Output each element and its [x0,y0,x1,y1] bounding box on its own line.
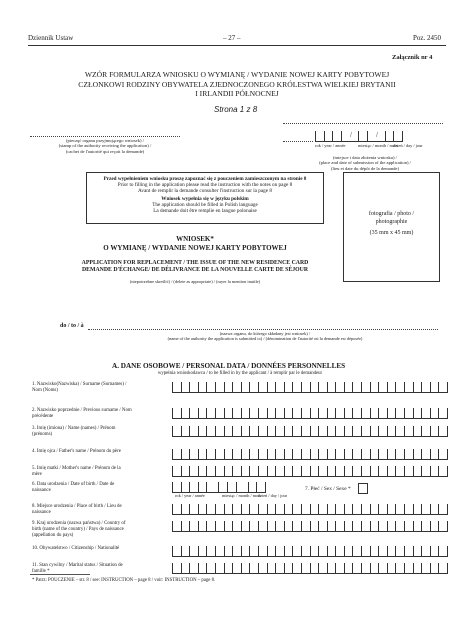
photo-size: (35 mm x 45 mm) [369,230,414,236]
field-text: Nazwisko poprzednie / Previous surname / Nom [36,408,132,413]
addressee-line[interactable] [88,329,438,330]
character-boxes[interactable] [172,408,448,419]
application-title: WNIOSEK* [176,235,214,243]
field-number: 5. [32,466,36,471]
character-boxes[interactable] [172,546,448,557]
instruction-en: Prior to filling in the application please read the instruction with the notes on page 8 [117,182,293,189]
header-position: Poz. 2450 [413,34,441,42]
form-title [30,70,444,99]
field-number: 2. [32,408,36,413]
field-label [32,408,162,420]
date-separator-2: / [376,131,378,139]
application-title-en: APPLICATION FOR REPLACEMENT / THE ISSUE OF THE NEW RESIDENCE CARD [81,260,309,266]
addressee-caption: (nazwa organu, do którego składany jest wniosek) / (name of the authority the application is submitted to) / (dénomination de l'autorité où la demande est déposée) [167,331,363,341]
field-label [32,563,162,575]
field-text-cont: naissance [32,509,51,515]
sex-label: 7. Płeć / Sex / Sexe * [305,486,351,492]
stamp-line [30,136,180,137]
instruction-pl: Przed wypełnieniem wniosku proszę zapoznać się z pouczeniem zamieszczonym na stronie 8 [103,176,307,182]
annex-label: Załącznik nr 4 [392,54,433,61]
date-caption: (miejsce i data złożenia wniosku) / (place and date of submission of the application) / (lieu et date du dépôt de la demande) [319,155,411,171]
field-text-cont: (appellation du pays) [32,532,74,538]
field-label [32,466,162,478]
sex-box[interactable] [358,483,368,494]
instruction-box [86,172,324,224]
application-subtitle: O WYMIANĘ / WYDANIE NOWEJ KARTY POBYTOWEJ [103,243,287,252]
character-boxes[interactable] [172,521,448,532]
submission-date-boxes[interactable] [315,131,403,142]
field-text-cont: famille * [32,568,50,574]
submission-month-label: miesiąc / month / mois [358,143,399,148]
submission-day-label: dzień / day / jour [393,143,423,148]
field-text-cont: naissance [32,487,51,493]
field-number: 11. [32,563,38,568]
field-label [32,382,162,394]
footnote-rule [30,574,90,575]
field-text-cont: (prénoms) [32,431,53,437]
field-text-cont: mère [32,471,42,477]
title-line-2: CZŁONKOWI RODZINY OBYWATELA ZJEDNOCZONEGO KRÓLESTWA WIELKIEJ BRYTANII [78,79,396,89]
field-text: Imię (imiona) / Name (names) / Prénom [36,426,116,431]
instruction-fr: Avant de remplir la demande consulter l'instruction sur la page 8 [138,188,272,195]
stamp-caption: (pieczęć organu przyjmującego wniosek) / (stamp of the authority receiving the application) / (cachet de l'autorité qui reçoit la demande) [58,138,152,154]
field-label [32,521,162,538]
field-number: 9. [32,521,36,526]
photo-label-fr: photographie [375,218,408,225]
header-rule [28,45,446,46]
footnote: * Patrz: POUCZENIE – str. 8 / see: INSTRUCTION – page 8 / voir: INSTRUCTION – page 8. [32,578,216,583]
field-text: Miejsce urodzenia / Place of birth / Lieu de [36,504,122,509]
field-text: Kraj urodzenia (nazwa państwa) / Country of [36,521,126,526]
field-number: 3. [32,426,36,431]
birth-day-label: dzień / day / jour [258,493,288,498]
field-text: Imię ojca / Father's name / Prénom du père [36,449,121,454]
field-text: Obywatelstwo / Citizenship / Nationalité [39,546,120,551]
field-text: Imię matki / Mother's name / Prénom de la [36,466,121,471]
page-indicator: Strona 1 z 8 [214,105,258,114]
field-number: 1. [32,382,36,387]
birth-month-label: miesiąc / month / mois [222,493,262,498]
field-number: 4. [32,449,36,454]
field-text: Stan cywilny / Marital status / Situation de [39,563,123,568]
character-boxes[interactable] [172,449,448,460]
field-text: Data urodzenia / Date of birth / Date de [36,482,115,487]
field-text: Nazwisko(Nazwiska) / Surname (Surnames) / [36,382,127,387]
place-line-2 [283,141,313,142]
application-translations [30,260,360,274]
application-heading [60,235,330,252]
field-text-cont: Nom (Noms) [32,387,58,393]
field-label [32,426,162,438]
addressee-prefix: do / to / à [60,323,84,329]
submission-year-label: rok / year / année [315,143,346,148]
title-line-1: WZÓR FORMULARZA WNIOSKU O WYMIANĘ / WYDANIE NOWEJ KARTY POBYTOWEJ [84,70,390,79]
character-boxes[interactable] [172,466,448,477]
language-fr: La demande doit être remplie en langue polonaise [153,208,257,215]
character-boxes[interactable] [172,382,448,393]
character-boxes[interactable] [172,504,448,515]
field-label [32,449,162,455]
application-title-fr: DEMANDE D'ÉCHANGE/ DE DÉLIVRANCE DE LA NOUVELLE CARTE DE SÉJOUR [81,267,309,273]
language-en: The application should be filled in Polish language [152,202,258,209]
field-number: 8. [32,504,36,509]
section-a-title: A. DANE OSOBOWE / PERSONAL DATA / DONNÉES PERSONNELLES [112,362,346,370]
field-number: 6. [32,482,36,487]
field-text-cont: précédente [32,413,54,419]
field-label [32,546,162,552]
birth-year-label: rok / year / année [175,493,205,498]
date-separator-1: / [350,131,352,139]
field-number: 10. [32,546,39,551]
delete-note: (niepotrzebne skreślić) / (delete as appropriate) / (rayer la mention inutile) [129,279,261,284]
field-text-cont: birth (name of the country) / Pays de naissance [32,526,124,532]
section-a-subtitle: wypełnia wnioskodawca / to be filled in by the applicant / à remplir par le demandeur [157,371,323,376]
language-pl: Wniosek wypełnia się w języku polskim [161,196,249,203]
character-boxes[interactable] [172,482,266,493]
title-line-3: I IRLANDII PÓŁNOCNEJ [195,89,279,98]
field-label [32,504,162,516]
character-boxes[interactable] [172,563,448,574]
place-line [283,123,443,124]
header-journal: Dziennik Ustaw [28,34,74,42]
photo-label: fotografia / photo / [368,211,415,217]
header-page-number: – 27 – [223,34,241,42]
field-label [32,482,162,494]
character-boxes[interactable] [172,426,448,437]
